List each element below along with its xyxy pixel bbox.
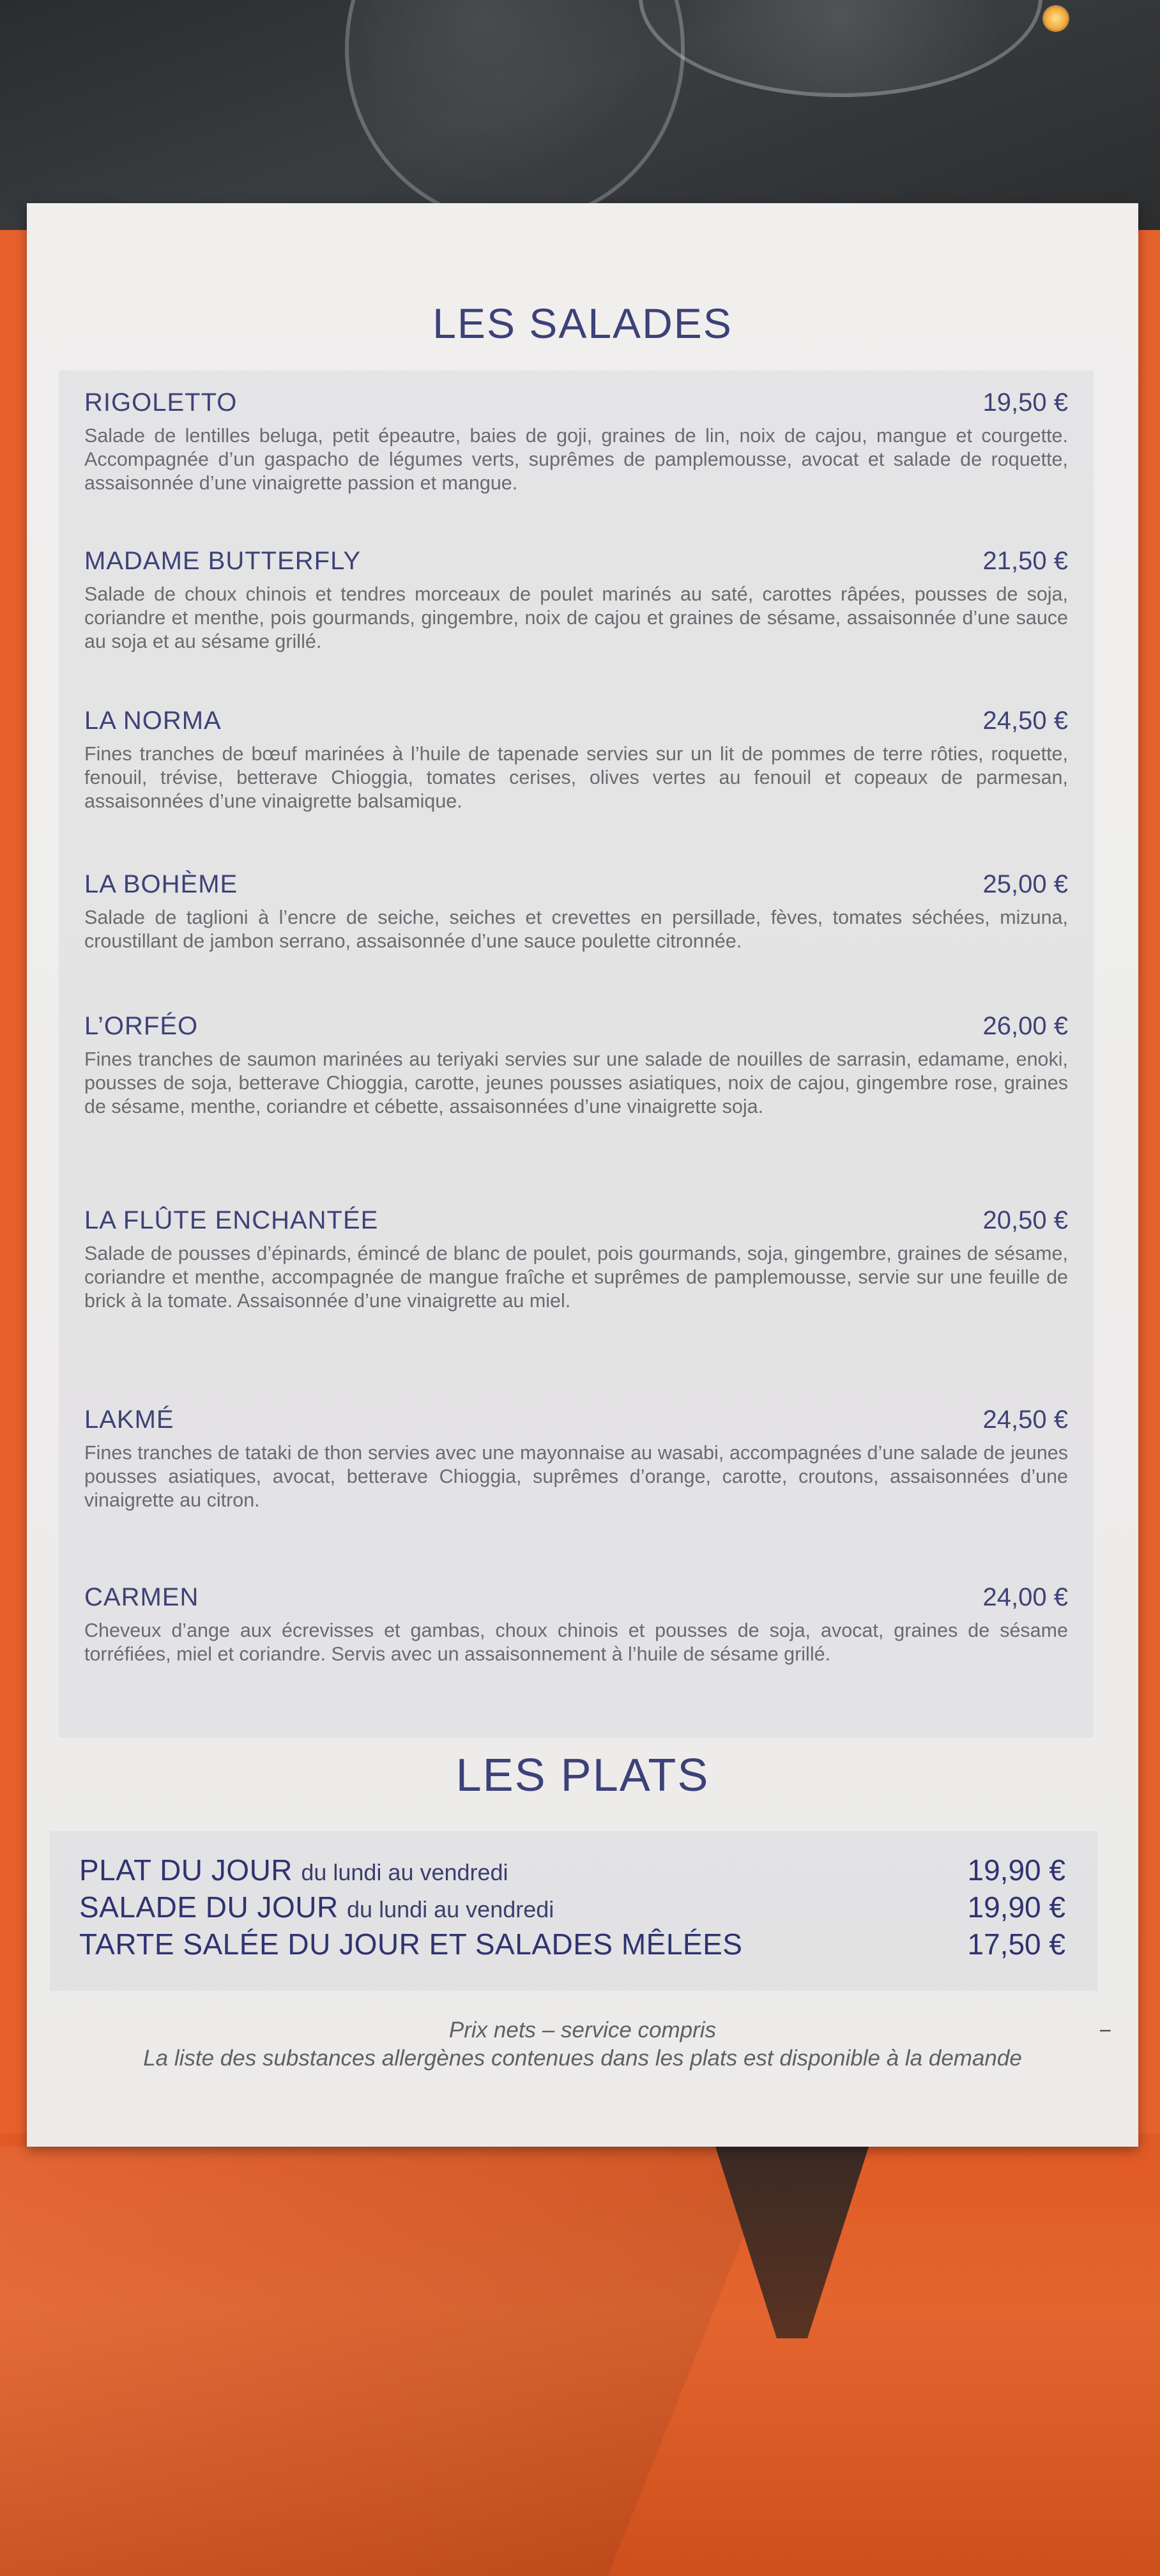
item-price: 19,50 € [982, 388, 1068, 417]
plat-price: 17,50 € [967, 1928, 1065, 1961]
page-mark: – [1100, 2019, 1111, 2040]
item-price: 21,50 € [982, 547, 1068, 575]
item-price: 24,50 € [982, 1406, 1068, 1434]
footer-allergen-note: La liste des substances allergènes contenues dans les plats est disponible à la demande [143, 2046, 1022, 2071]
plat-note: du lundi au vendredi [347, 1896, 554, 1922]
menu-sheet [27, 203, 1138, 2147]
plats-panel [50, 1831, 1097, 1991]
candle-light [1042, 5, 1069, 32]
salades-section-title: LES SALADES [432, 300, 733, 347]
item-price: 26,00 € [982, 1012, 1068, 1040]
plat-name [79, 1890, 554, 1924]
item-description: Fines tranches de tataki de thon servies avec une mayonnaise au wasabi, accompagnées d’une salade de jeunes pousses asiatiques, avocat, betterave Chioggia, suprêmes d’orange, carotte, croutons, assaisonnées d’une vinaigrette au citron. [84, 1442, 1068, 1511]
item-name: RIGOLETTO [84, 388, 238, 417]
item-price: 20,50 € [982, 1206, 1068, 1234]
footer-price-note: Prix nets – service compris [448, 2018, 717, 2043]
item-name: LA NORMA [84, 707, 222, 735]
plat-row-plat-du-jour [50, 1853, 1097, 1889]
plat-title: PLAT DU JOUR [79, 1853, 293, 1887]
item-price: 25,00 € [982, 870, 1068, 898]
plat-title: SALADE DU JOUR [79, 1890, 339, 1924]
item-name: LA FLÛTE ENCHANTÉE [84, 1206, 379, 1234]
item-price: 24,00 € [982, 1583, 1068, 1611]
plat-name [79, 1853, 508, 1887]
plat-row-tarte-salee [50, 1927, 1097, 1963]
item-description: Fines tranches de bœuf marinées à l’huile de tapenade servies sur un lit de pommes de terre rôties, roquette, fenouil, trévise, betterave Chioggia, tomates cerises, olives vertes au fenouil et copeaux de parmesan, assaisonnées d’une vinaigrette balsamique. [84, 743, 1068, 812]
item-description: Salade de choux chinois et tendres morceaux de poulet marinés au saté, carottes râpées, pousses de soja, coriandre et menthe, pois gourmands, gingembre, noix de cajou et graines de sésame, assaisonnée d’une sauce au soja et au sésame grillé. [84, 583, 1068, 652]
salades-panel [59, 371, 1094, 1738]
item-name: MADAME BUTTERFLY [84, 547, 362, 575]
item-name: CARMEN [84, 1583, 199, 1611]
item-name: L’ORFÉO [84, 1012, 199, 1040]
plat-row-salade-du-jour [50, 1890, 1097, 1926]
item-description: Salade de lentilles beluga, petit épeautre, baies de goji, graines de lin, noix de cajou, mangue et courgette. Accompagnée d’un gaspacho de légumes verts, suprêmes de pamplemousse, avocat et salade de roquette, assaisonnée d’une vinaigrette passion et mangue. [84, 425, 1068, 494]
plat-name [79, 1927, 742, 1961]
plat-note: du lundi au vendredi [301, 1859, 508, 1885]
plat-price: 19,90 € [967, 1890, 1065, 1924]
item-price: 24,50 € [982, 707, 1068, 735]
plat-price: 19,90 € [967, 1853, 1065, 1887]
plats-section-title: LES PLATS [455, 1750, 710, 1801]
item-description: Cheveux d’ange aux écrevisses et gambas, choux chinois et pousses de soja, avocat, graines de sésame torréfiées, miel et coriandre. Servis avec un assaisonnement à l’huile de sésame grillé. [84, 1620, 1068, 1665]
item-description: Fines tranches de saumon marinées au teriyaki servies sur une salade de nouilles de sarrasin, edamame, enoki, pousses de soja, betterave Chioggia, carotte, jeunes pousses asiatiques, noix de cajou, gingembre rose, graines de sésame, menthe, coriandre et cébette, assaisonnées d’une vinaigrette soja. [84, 1048, 1068, 1117]
item-name: LAKMÉ [84, 1406, 174, 1434]
plat-title: TARTE SALÉE DU JOUR ET SALADES MÊLÉES [79, 1928, 743, 1961]
item-name: LA BOHÈME [84, 870, 238, 898]
item-description: Salade de taglioni à l’encre de seiche, seiches et crevettes en persillade, fèves, tomates séchées, mizuna, croustillant de jambon serrano, assaisonnée d’une sauce poulette citronnée. [84, 907, 1068, 952]
item-description: Salade de pousses d’épinards, émincé de blanc de poulet, pois gourmands, soja, gingembre, graines de sésame, coriandre et menthe, accompagnée de mangue fraîche et suprêmes de pamplemousse, servie sur une feuille de brick à la tomate. Assaisonnée d’une vinaigrette au miel. [84, 1243, 1068, 1312]
